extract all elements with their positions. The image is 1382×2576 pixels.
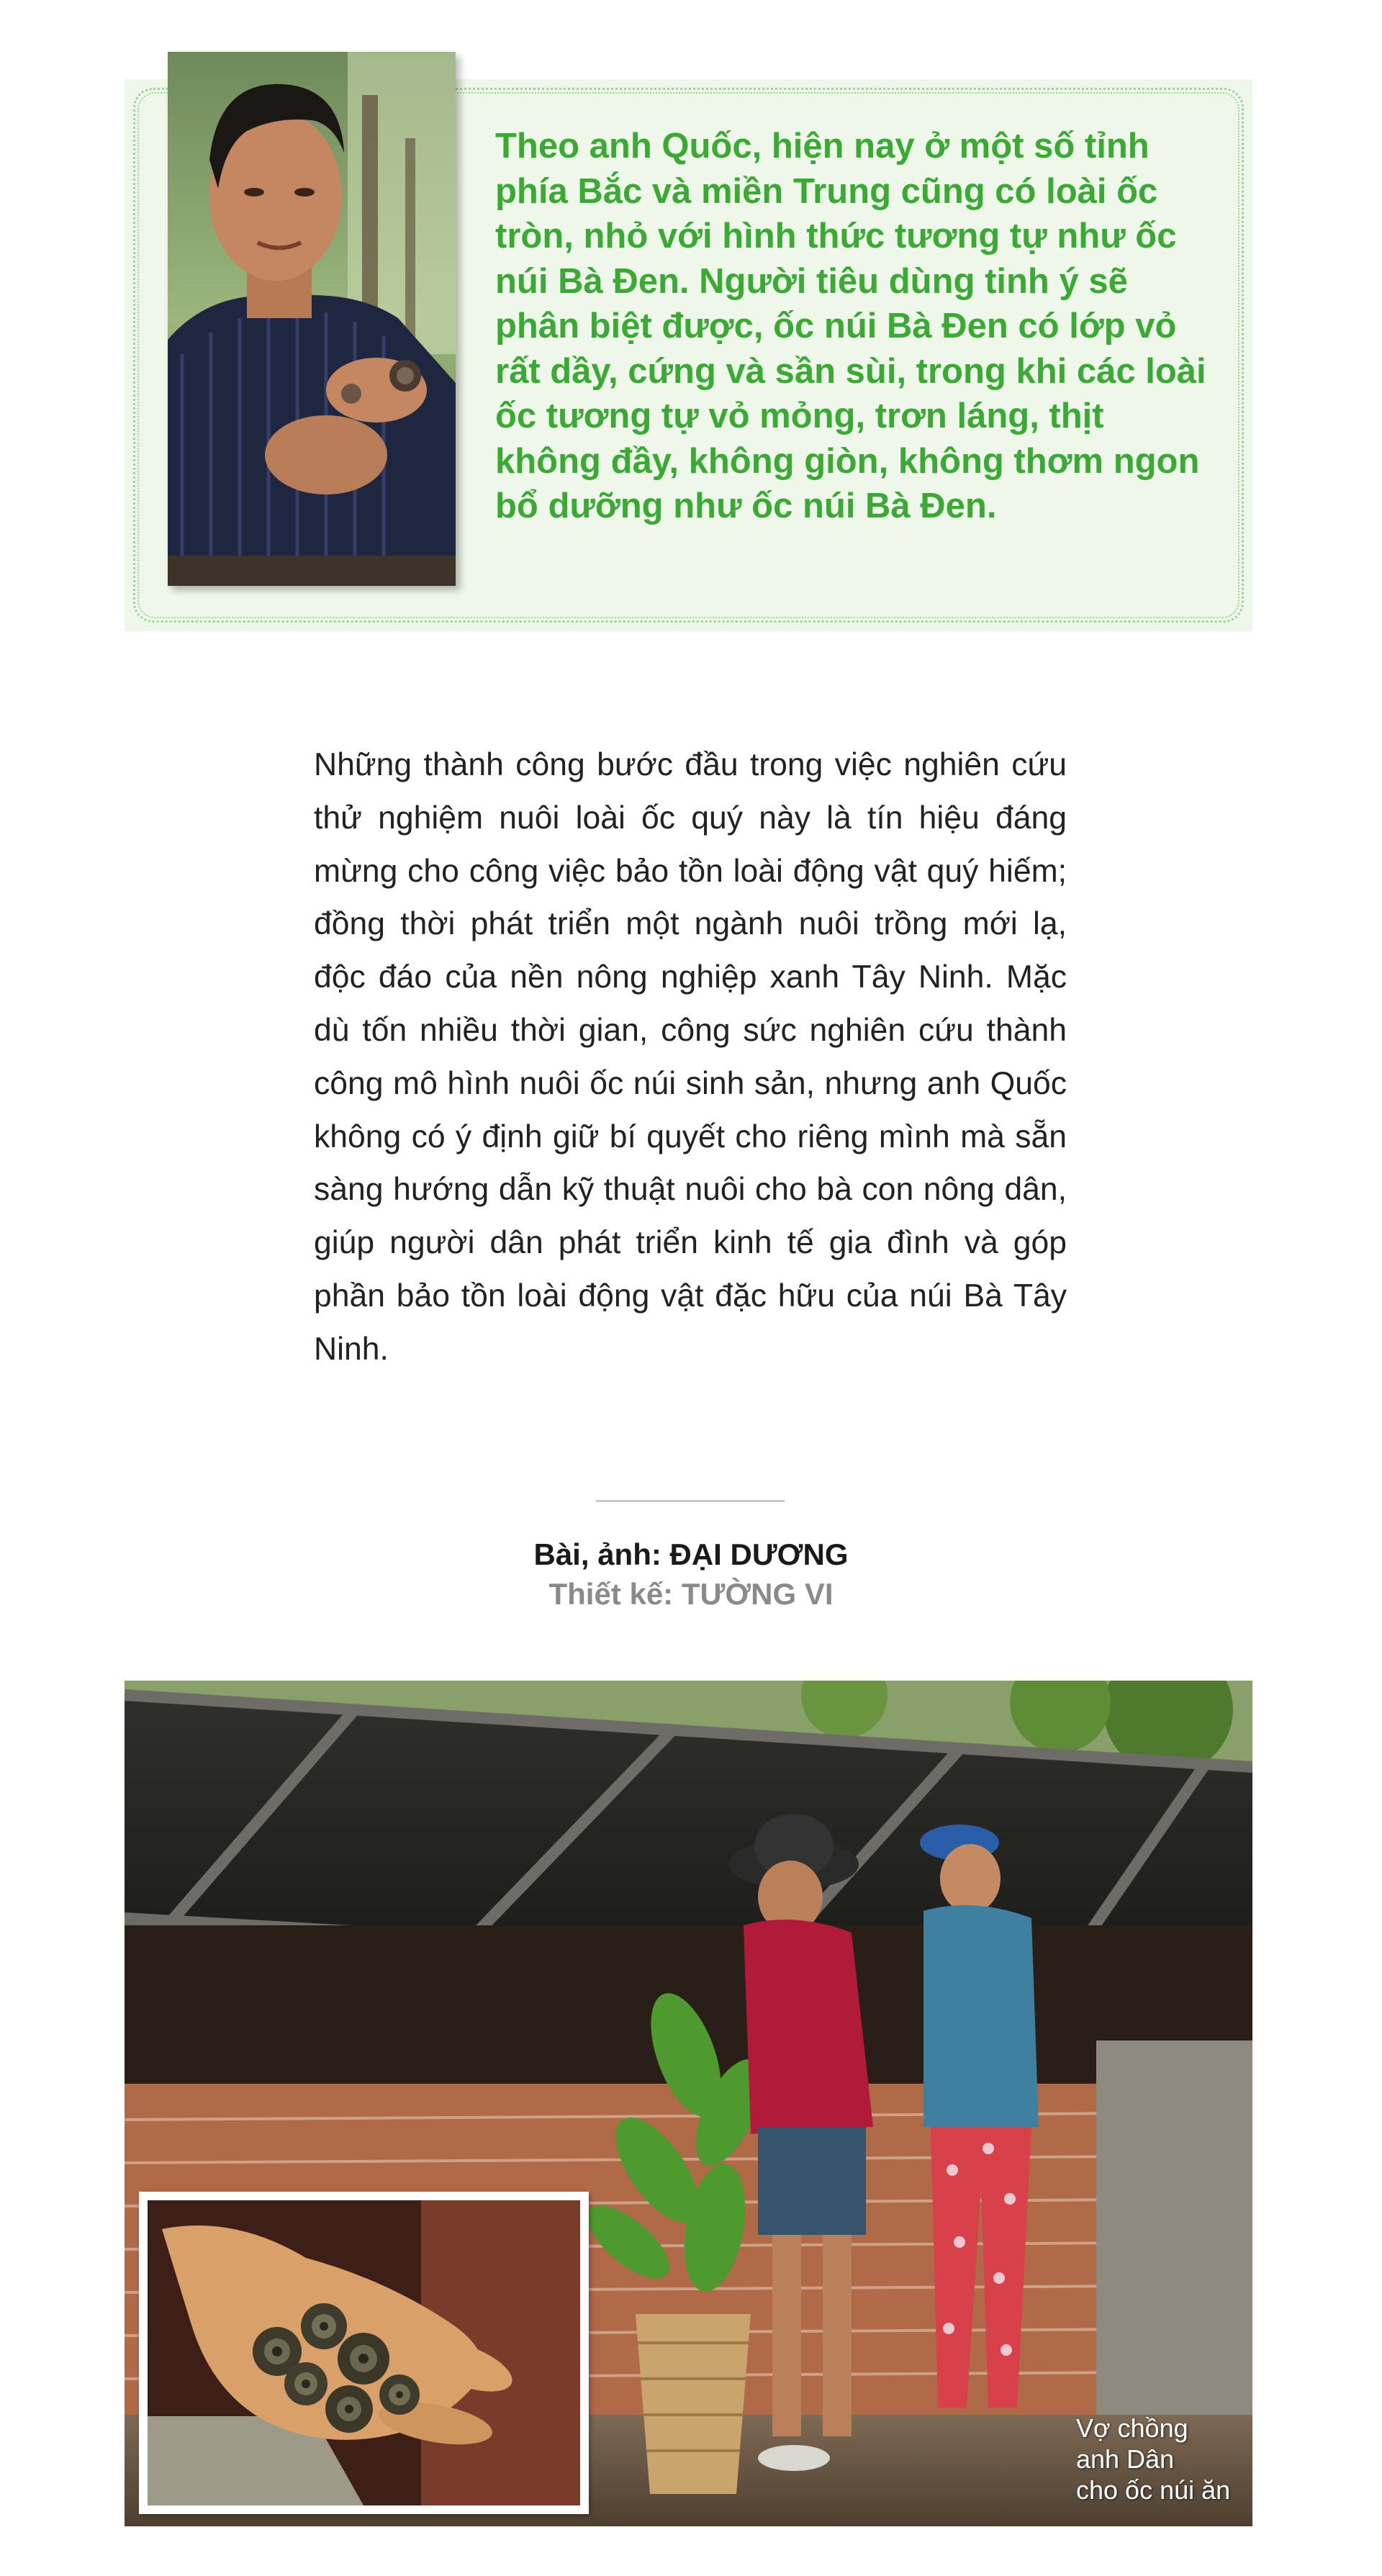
credit-divider xyxy=(596,1500,785,1502)
photo-caption xyxy=(1076,2413,1249,2505)
snail-inset-photo xyxy=(139,2192,589,2514)
credit-author: Bài, ảnh: ĐẠI DƯƠNG xyxy=(533,1537,849,1571)
quote-text: Theo anh Quốc, hiện nay ở một số tỉnh phía Bắc và miền Trung cũng có loài ốc tròn, nhỏ với hình thức tương tự như ốc núi Bà Đen. Người tiêu dùng tinh ý sẽ phân biệt được, ốc núi Bà Đen có lớp vỏ rất dầy, cứng và sần sùi, trong khi các loài ốc tương tự vỏ mỏng, trơn láng, thịt không đầy, không giòn, không thơm ngon bổ dưỡng như ốc núi Bà Đen. xyxy=(495,127,1206,525)
article-paragraph: Những thành công bước đầu trong việc nghiên cứu thử nghiệm nuôi loài ốc quý này là tín hiệu đáng mừng cho công việc bảo tồn loài động vật quý hiếm; đồng thời phát triển một ngành nuôi trồng mới lạ, độc đáo của nền nông nghiệp xanh Tây Ninh. Mặc dù tốn nhiều thời gian, công sức nghiên cứu thành công mô hình nuôi ốc núi sinh sản, nhưng anh Quốc không có ý định giữ bí quyết cho riêng mình mà sẵn sàng hướng dẫn kỹ thuật nuôi cho bà con nông dân, giúp người dân phát triển kinh tế gia đình và góp phần bảo tồn loài động vật đặc hữu của núi Bà Tây Ninh. xyxy=(314,747,1067,1367)
photo-caption-line-3: cho ốc núi ăn xyxy=(1076,2475,1231,2505)
photo-caption-line-1: Vợ chồng xyxy=(1076,2413,1188,2443)
photo-caption-line-2: anh Dân xyxy=(1076,2444,1175,2474)
portrait-photo xyxy=(168,52,456,586)
credit-design: Thiết kế: TƯỜNG VI xyxy=(548,1577,834,1611)
